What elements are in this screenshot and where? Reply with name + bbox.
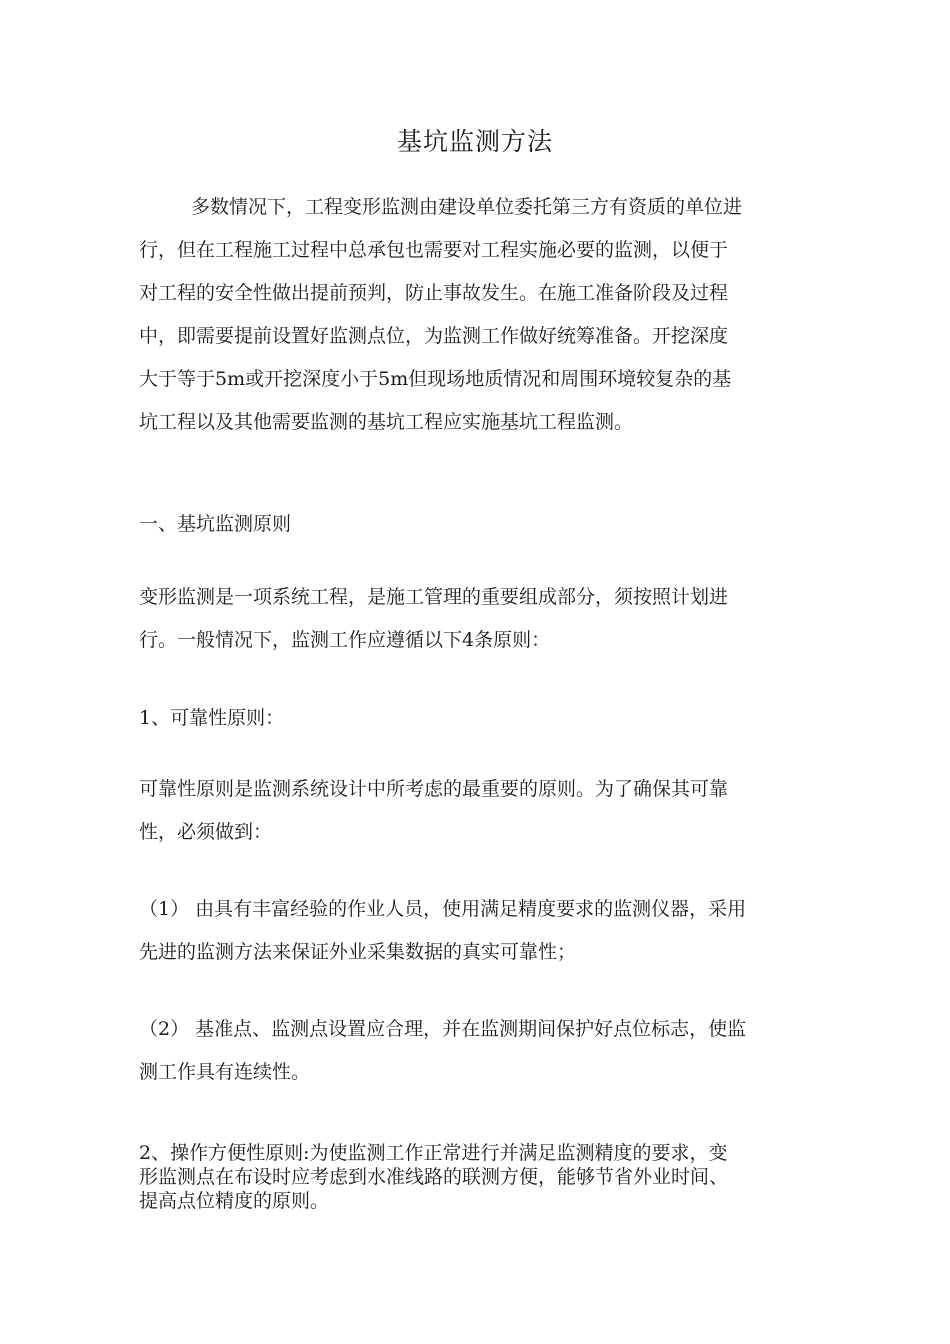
paragraph-line: （2） 基准点、监测点设置应合理，并在监测期间保护好点位标志，使监	[139, 1018, 747, 1040]
paragraph-line: 行。一般情况下，监测工作应遵循以下4条原则：	[139, 629, 551, 651]
paragraph-line: （1） 由具有丰富经验的作业人员，使用满足精度要求的监测仪器，采用	[139, 898, 747, 920]
intro-line: 行，但在工程施工过程中总承包也需要对工程实施必要的监测，以便于	[139, 239, 729, 261]
section-heading-text: 一、基坑监测原则	[139, 513, 292, 535]
list-item-1	[139, 888, 819, 974]
principle-2-paragraph	[139, 1141, 819, 1213]
paragraph-line: 测工作具有连续性。	[139, 1061, 311, 1083]
principle-heading-text: 1、可靠性原则：	[139, 707, 285, 729]
paragraph-line: 提高点位精度的原则。	[139, 1190, 330, 1212]
paragraph-line: 变形监测是一项系统工程，是施工管理的重要组成部分，须按照计划进	[139, 586, 729, 608]
intro-line: 中，即需要提前设置好监测点位，为监测工作做好统筹准备。开挖深度	[139, 325, 729, 347]
intro-paragraph	[139, 186, 819, 444]
paragraph-line: 性，必须做到：	[139, 821, 273, 843]
paragraph-line: 先进的监测方法来保证外业采集数据的真实可靠性；	[139, 941, 577, 963]
intro-line: 对工程的安全性做出提前预判，防止事故发生。在施工准备阶段及过程	[139, 282, 729, 304]
list-item-2	[139, 1008, 819, 1094]
intro-line: 大于等于5m或开挖深度小于5m但现场地质情况和周围环境较复杂的基	[139, 368, 732, 390]
principle-1-heading	[139, 697, 819, 740]
principle-1-paragraph	[139, 768, 819, 854]
paragraph-line: 2、操作方便性原则:为使监测工作正常进行并满足监测精度的要求，变	[139, 1142, 728, 1164]
intro-line: 坑工程以及其他需要监测的基坑工程应实施基坑工程监测。	[139, 411, 634, 433]
paragraph-line: 形监测点在布设时应考虑到水准线路的联测方便，能够节省外业时间、	[139, 1166, 729, 1188]
paragraph-line: 可靠性原则是监测系统设计中所考虑的最重要的原则。为了确保其可靠	[139, 778, 729, 800]
section-heading	[139, 503, 819, 546]
document-title: 基坑监测方法	[396, 127, 553, 156]
intro-line: 多数情况下，工程变形监测由建设单位委托第三方有资质的单位进	[191, 196, 743, 218]
principles-intro-paragraph	[139, 576, 819, 662]
